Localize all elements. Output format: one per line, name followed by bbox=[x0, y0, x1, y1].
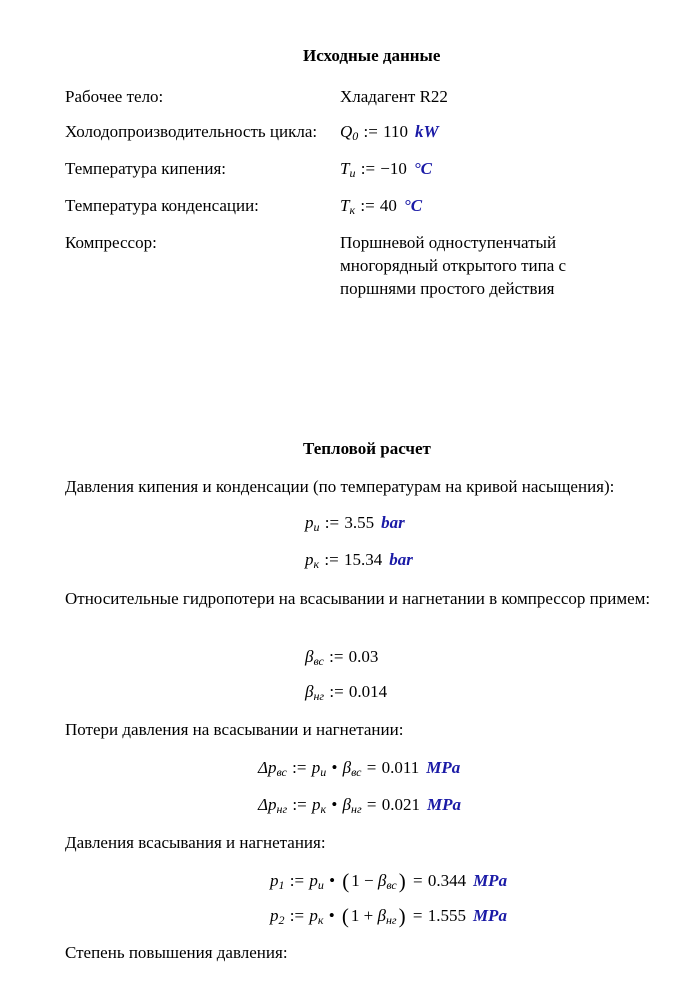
subscript: и bbox=[317, 878, 324, 892]
formula-p1 bbox=[270, 871, 507, 895]
unit-label: MPa bbox=[472, 906, 507, 925]
formula-Q0 bbox=[340, 122, 439, 146]
subscript: и bbox=[313, 520, 320, 534]
formula-token: 40 bbox=[379, 196, 397, 215]
label-condensing-temp: Температура конденсации: bbox=[65, 196, 259, 215]
formula-Tk bbox=[340, 196, 422, 220]
formula-token: T bbox=[340, 159, 350, 178]
formula-token: ( bbox=[342, 869, 350, 893]
formula-token: β bbox=[305, 682, 314, 701]
formula-token: 0.014 bbox=[348, 682, 388, 701]
value-working-fluid: Хладагент R22 bbox=[340, 87, 448, 106]
subscript: нг bbox=[350, 802, 362, 816]
subscript: нг bbox=[276, 802, 288, 816]
text-pressure-losses: Потери давления на всасывании и нагнетании: bbox=[65, 720, 404, 739]
formula-beta-ng bbox=[305, 682, 387, 706]
subscript: 0 bbox=[352, 129, 359, 143]
label-boiling-temp: Температура кипения: bbox=[65, 159, 227, 178]
subscript: и bbox=[349, 166, 356, 180]
label-working-fluid: Рабочее тело: bbox=[65, 87, 164, 106]
label-compressor: Компрессор: bbox=[65, 233, 157, 252]
label-cooling-capacity: Холодопроизводительность цикла: bbox=[65, 122, 318, 141]
formula-token: 1 + bbox=[350, 906, 378, 925]
section-title-input-data: Исходные данные bbox=[303, 46, 441, 65]
formula-token: := bbox=[359, 122, 383, 141]
formula-p2 bbox=[270, 906, 507, 930]
unit-label: bar bbox=[389, 550, 413, 569]
formula-token: 15.34 bbox=[343, 550, 383, 569]
formula-token: β bbox=[377, 906, 386, 925]
formula-dp-ng bbox=[258, 795, 461, 819]
formula-token: • bbox=[327, 795, 342, 814]
formula-token: β bbox=[377, 871, 387, 890]
formula-token: p bbox=[309, 871, 318, 890]
formula-token: • bbox=[324, 871, 340, 890]
text-pressure-ratio: Степень повышения давления: bbox=[65, 943, 288, 962]
formula-token: Q bbox=[340, 122, 353, 141]
formula-token: 110 bbox=[383, 122, 408, 141]
formula-token: p bbox=[270, 906, 279, 925]
subscript: 1 bbox=[278, 878, 285, 892]
formula-token: β bbox=[342, 758, 352, 777]
unit-label: °C bbox=[403, 196, 423, 215]
formula-token: Δp bbox=[258, 758, 277, 777]
formula-token: p bbox=[311, 758, 321, 777]
formula-token: = bbox=[362, 795, 381, 814]
formula-token: := bbox=[285, 871, 309, 890]
unit-label: MPa bbox=[426, 758, 461, 777]
subscript: вс bbox=[313, 654, 324, 668]
formula-token: β bbox=[305, 647, 314, 666]
formula-pu bbox=[305, 513, 405, 537]
formula-dp-vs bbox=[258, 758, 460, 782]
formula-token: = bbox=[408, 871, 427, 890]
formula-token: −10 bbox=[380, 159, 407, 178]
formula-token: := bbox=[320, 513, 344, 532]
formula-token: 0.011 bbox=[381, 758, 420, 777]
formula-token: • bbox=[327, 758, 342, 777]
formula-token: T bbox=[340, 196, 350, 215]
formula-token: = bbox=[408, 906, 427, 925]
formula-token: := bbox=[356, 159, 380, 178]
formula-token: = bbox=[362, 758, 381, 777]
unit-label: bar bbox=[381, 513, 405, 532]
subscript: и bbox=[320, 765, 327, 779]
subscript: нг bbox=[385, 913, 397, 927]
formula-token: 0.03 bbox=[348, 647, 379, 666]
formula-token: 1 − bbox=[351, 871, 378, 890]
formula-beta-vs bbox=[305, 647, 378, 671]
subscript: к bbox=[320, 802, 327, 816]
subscript: к bbox=[349, 203, 356, 217]
formula-token: ( bbox=[341, 904, 349, 928]
subscript: вс bbox=[351, 765, 362, 779]
formula-token: := bbox=[285, 906, 309, 925]
formula-token: β bbox=[342, 795, 351, 814]
formula-token: ) bbox=[398, 869, 406, 893]
formula-Tu bbox=[340, 159, 432, 183]
formula-pk bbox=[305, 550, 413, 574]
text-pressures: Давления кипения и конденсации (по температурам на кривой насыщения): bbox=[65, 477, 615, 496]
subscript: вс bbox=[276, 765, 287, 779]
formula-token: p bbox=[311, 795, 321, 814]
formula-token: p bbox=[270, 871, 279, 890]
text-hydraulic-losses: Относительные гидропотери на всасывании и нагнетании в компрессор примем: bbox=[65, 589, 651, 608]
formula-token: p bbox=[309, 906, 318, 925]
formula-token: := bbox=[325, 682, 348, 701]
formula-token: := bbox=[288, 795, 311, 814]
formula-token: • bbox=[324, 906, 339, 925]
unit-label: MPa bbox=[426, 795, 461, 814]
formula-token: 0.344 bbox=[427, 871, 467, 890]
value-compressor: Поршневой одноступенчатый многорядный открытого типа с поршнями простого действия bbox=[340, 233, 567, 298]
formula-token: := bbox=[324, 647, 348, 666]
subscript: к bbox=[313, 557, 320, 571]
formula-token: := bbox=[320, 550, 343, 569]
formula-token: p bbox=[305, 550, 314, 569]
unit-label: °C bbox=[413, 159, 433, 178]
subscript: 2 bbox=[278, 913, 285, 927]
subscript: к bbox=[317, 913, 324, 927]
unit-label: MPa bbox=[473, 871, 508, 890]
formula-token: Δp bbox=[258, 795, 277, 814]
subscript: нг bbox=[313, 689, 325, 703]
formula-token: ) bbox=[398, 904, 406, 928]
text-suction-discharge: Давления всасывания и нагнетания: bbox=[65, 833, 326, 852]
formula-token: 3.55 bbox=[344, 513, 375, 532]
formula-token: p bbox=[305, 513, 314, 532]
unit-label: kW bbox=[414, 122, 439, 141]
formula-token: 1.555 bbox=[427, 906, 466, 925]
subscript: вс bbox=[386, 878, 397, 892]
formula-token: 0.021 bbox=[381, 795, 420, 814]
formula-token: := bbox=[287, 758, 311, 777]
formula-token: := bbox=[356, 196, 379, 215]
section-title-thermal-calc: Тепловой расчет bbox=[303, 439, 431, 458]
